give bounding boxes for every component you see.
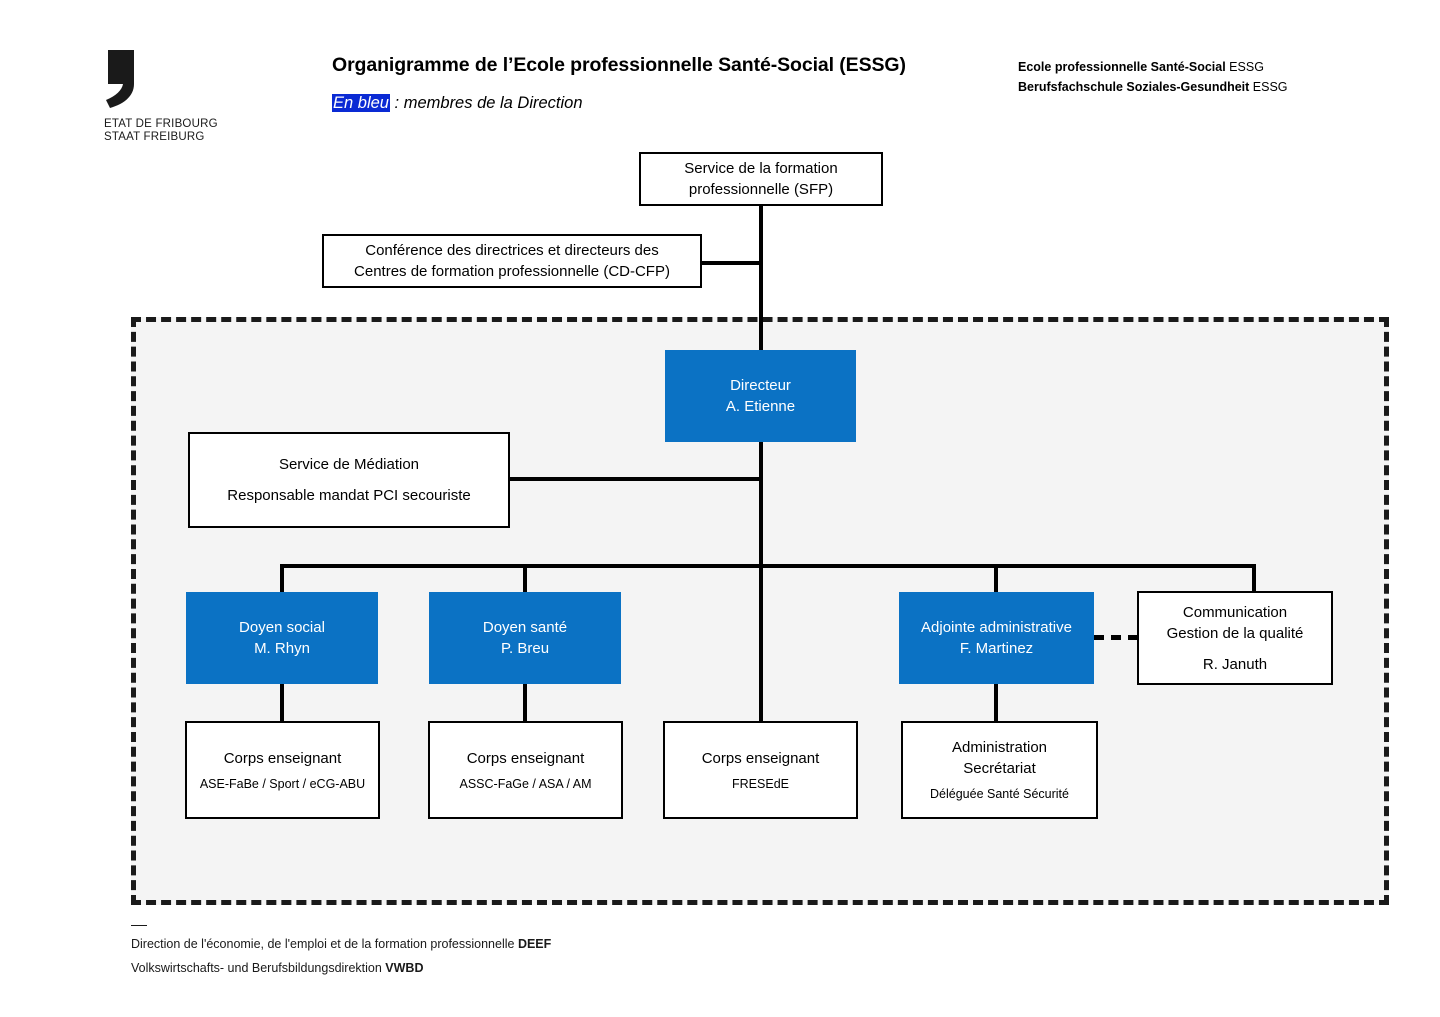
footer-de-light: Volkswirtschafts- und Berufsbildungsdirektion bbox=[131, 961, 386, 975]
connector-directeur-down bbox=[759, 441, 763, 568]
legend bbox=[332, 94, 583, 113]
connector-cdcfp-to-trunk bbox=[700, 261, 761, 265]
connector-doyen-sante-to-corps bbox=[523, 684, 527, 721]
box-doyen-sante-name: P. Breu bbox=[500, 640, 550, 657]
box-communication-line2: Gestion de la qualité bbox=[1166, 624, 1304, 642]
box-doyen-social[interactable] bbox=[186, 592, 378, 684]
connector-distribution-bar bbox=[280, 564, 1256, 568]
box-corps-enseignant-social[interactable] bbox=[185, 721, 380, 819]
box-corps-fresede-sub: FRESEdE bbox=[732, 776, 789, 791]
box-directeur[interactable] bbox=[665, 350, 856, 442]
connector-trunk-to-fresede bbox=[759, 564, 763, 722]
logo-line-fr: ETAT DE FRIBOURG bbox=[104, 118, 218, 130]
box-corps-fresede-title: Corps enseignant bbox=[701, 749, 820, 767]
connector-doyen-social-to-corps bbox=[280, 684, 284, 721]
brand-fr-bold: Ecole professionnelle Santé-Social bbox=[1018, 60, 1226, 74]
box-communication-line1: Communication bbox=[1182, 603, 1288, 621]
brand-de-bold: Berufsfachschule Soziales-Gesundheit bbox=[1018, 80, 1250, 94]
box-doyen-sante-role: Doyen santé bbox=[482, 619, 568, 636]
footer-fr-light: Direction de l'économie, de l'emploi et de la formation professionnelle bbox=[131, 937, 518, 951]
footer bbox=[131, 925, 551, 980]
box-communication-name: R. Januth bbox=[1202, 655, 1268, 673]
box-doyen-sante[interactable] bbox=[429, 592, 621, 684]
school-brand bbox=[1018, 57, 1288, 97]
box-cd-cfp-line1: Conférence des directrices et directeurs des bbox=[365, 242, 659, 259]
box-corps-social-sub: ASE-FaBe / Sport / eCG-ABU bbox=[199, 776, 366, 791]
brand-de-light: ESSG bbox=[1249, 80, 1288, 94]
box-cd-cfp-line2: Centres de formation professionnelle (CD-CFP) bbox=[354, 263, 670, 280]
footer-rule bbox=[131, 925, 147, 926]
connector-drop-adjointe bbox=[994, 564, 998, 592]
fribourg-comma-icon bbox=[104, 48, 144, 110]
connector-mediation-to-trunk bbox=[509, 477, 761, 481]
box-administration-sub: Déléguée Santé Sécurité bbox=[930, 787, 1069, 801]
box-corps-sante-title: Corps enseignant bbox=[466, 749, 585, 767]
connector-drop-communication bbox=[1252, 564, 1256, 591]
box-service-mediation[interactable] bbox=[188, 432, 510, 528]
box-mediation-line2: Responsable mandat PCI secouriste bbox=[227, 487, 471, 504]
connector-sfp-to-directeur bbox=[759, 206, 763, 350]
connector-adjointe-to-administration bbox=[994, 684, 998, 721]
box-adjointe-role: Adjointe administrative bbox=[921, 619, 1072, 636]
box-administration-line2: Secrétariat bbox=[963, 760, 1036, 777]
box-communication-qualite[interactable] bbox=[1137, 591, 1333, 685]
box-mediation-line1: Service de Médiation bbox=[278, 456, 420, 473]
box-administration-secretariat[interactable] bbox=[901, 721, 1098, 819]
logo-line-de: STAAT FREIBURG bbox=[104, 131, 205, 143]
box-cd-cfp[interactable] bbox=[322, 234, 702, 288]
footer-line-de bbox=[131, 956, 551, 980]
etat-de-fribourg-logo bbox=[104, 48, 264, 144]
box-corps-social-title: Corps enseignant bbox=[223, 749, 342, 767]
box-administration-line1: Administration bbox=[951, 739, 1048, 756]
box-sfp-line2: professionnelle (SFP) bbox=[688, 181, 834, 198]
box-corps-enseignant-sante[interactable] bbox=[428, 721, 623, 819]
page-title: Organigramme de l’Ecole professionnelle Santé-Social (ESSG) bbox=[332, 54, 906, 76]
connector-drop-doyen-sante bbox=[523, 564, 527, 592]
legend-text: : membres de la Direction bbox=[389, 94, 583, 112]
box-directeur-role: Directeur bbox=[730, 377, 791, 394]
connector-dashed-adjointe-communication bbox=[1094, 635, 1138, 640]
footer-de-bold: VWBD bbox=[385, 961, 424, 975]
footer-line-fr bbox=[131, 932, 551, 956]
box-corps-sante-sub: ASSC-FaGe / ASA / AM bbox=[459, 776, 592, 791]
box-directeur-name: A. Etienne bbox=[725, 398, 796, 415]
box-adjointe-administrative[interactable] bbox=[899, 592, 1094, 684]
connector-drop-doyen-social bbox=[280, 564, 284, 592]
legend-highlight: En bleu bbox=[333, 94, 389, 112]
brand-fr-light: ESSG bbox=[1225, 60, 1264, 74]
box-sfp-line1: Service de la formation bbox=[684, 160, 838, 177]
box-adjointe-name: F. Martinez bbox=[959, 640, 1034, 657]
box-doyen-social-name: M. Rhyn bbox=[254, 640, 310, 657]
box-sfp[interactable] bbox=[639, 152, 883, 206]
footer-fr-bold: DEEF bbox=[517, 937, 552, 951]
box-corps-enseignant-fresede[interactable] bbox=[663, 721, 858, 819]
box-doyen-social-role: Doyen social bbox=[239, 619, 325, 636]
